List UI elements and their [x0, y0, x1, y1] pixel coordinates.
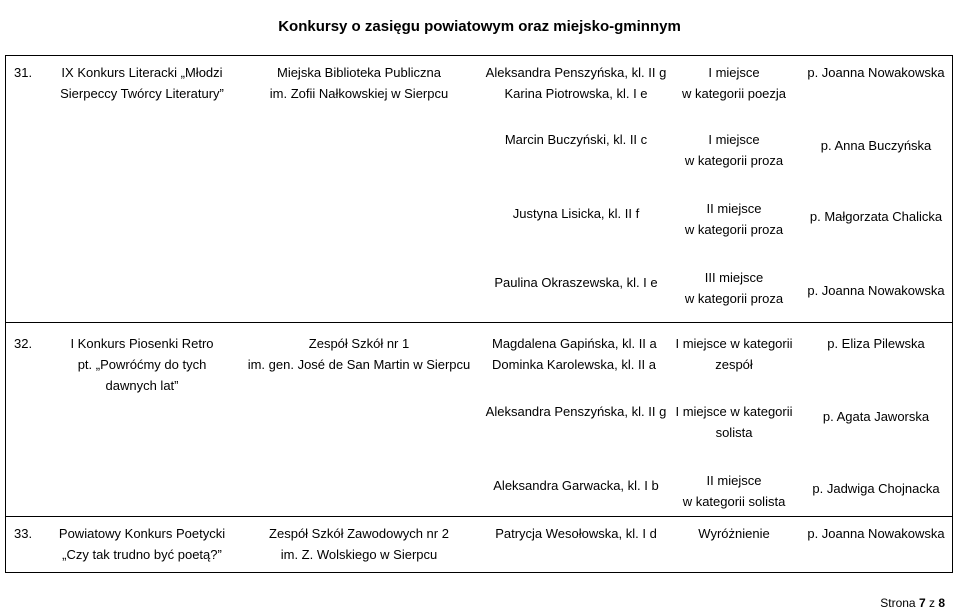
- row-divider: [6, 516, 952, 517]
- student: Aleksandra Penszyńska, kl. II g: [485, 404, 667, 419]
- placement: Wyróżnienie: [698, 526, 770, 541]
- contest-name: Powiatowy Konkurs Poetycki „Czy tak trudno być poetą?”: [58, 526, 226, 562]
- placement: I miejsce w kategorii poezja: [681, 65, 787, 101]
- page-footer: [880, 596, 945, 610]
- page-title: Konkursy o zasięgu powiatowym oraz miejsko-gminnym: [278, 18, 681, 35]
- row-divider: [6, 322, 952, 323]
- page-current: 7: [918, 596, 926, 610]
- page-sep: z: [928, 596, 935, 610]
- contests-table: [5, 55, 953, 573]
- contest-name: IX Konkurs Literacki „Młodzi Sierpeccy Twórcy Literatury”: [60, 65, 224, 101]
- teacher: p. Joanna Nowakowska: [807, 526, 945, 541]
- contest-name: I Konkurs Piosenki Retro pt. „Powróćmy do tych dawnych lat”: [70, 336, 214, 393]
- page-total: 8: [938, 596, 945, 610]
- teacher: p. Jadwiga Chojnacka: [812, 481, 940, 496]
- organizer: Zespół Szkół nr 1 im. gen. José de San Martin w Sierpcu: [247, 336, 471, 372]
- page-label: Strona: [880, 596, 916, 610]
- student: Marcin Buczyński, kl. II c: [504, 132, 648, 147]
- student: Aleksandra Penszyńska, kl. II g Karina Piotrowska, kl. I e: [485, 65, 667, 101]
- placement: III miejsce w kategorii proza: [684, 270, 784, 306]
- teacher: p. Anna Buczyńska: [820, 138, 932, 153]
- placement: I miejsce w kategorii solista: [675, 404, 793, 440]
- student: Justyna Lisicka, kl. II f: [512, 206, 640, 221]
- student: Aleksandra Garwacka, kl. I b: [493, 478, 659, 493]
- teacher: p. Eliza Pilewska: [827, 336, 925, 351]
- teacher: p. Małgorzata Chalicka: [809, 209, 943, 224]
- placement: I miejsce w kategorii proza: [684, 132, 784, 168]
- row-number: 32.: [14, 336, 33, 351]
- organizer: Miejska Biblioteka Publiczna im. Zofii Nałkowskiej w Sierpcu: [269, 65, 449, 101]
- placement: II miejsce w kategorii proza: [684, 201, 784, 237]
- placement: II miejsce w kategorii solista: [682, 473, 786, 509]
- row-number: 31.: [14, 65, 33, 80]
- teacher: p. Agata Jaworska: [822, 409, 930, 424]
- student: Paulina Okraszewska, kl. I e: [494, 275, 658, 290]
- student: Patrycja Wesołowska, kl. I d: [495, 526, 657, 541]
- row-number: 33.: [14, 526, 33, 541]
- student: Magdalena Gapińska, kl. II a Dominka Karolewska, kl. II a: [492, 336, 657, 372]
- organizer: Zespół Szkół Zawodowych nr 2 im. Z. Wolskiego w Sierpcu: [269, 526, 449, 562]
- placement: I miejsce w kategorii zespół: [675, 336, 793, 372]
- teacher: p. Joanna Nowakowska: [807, 65, 945, 80]
- teacher: p. Joanna Nowakowska: [807, 283, 945, 298]
